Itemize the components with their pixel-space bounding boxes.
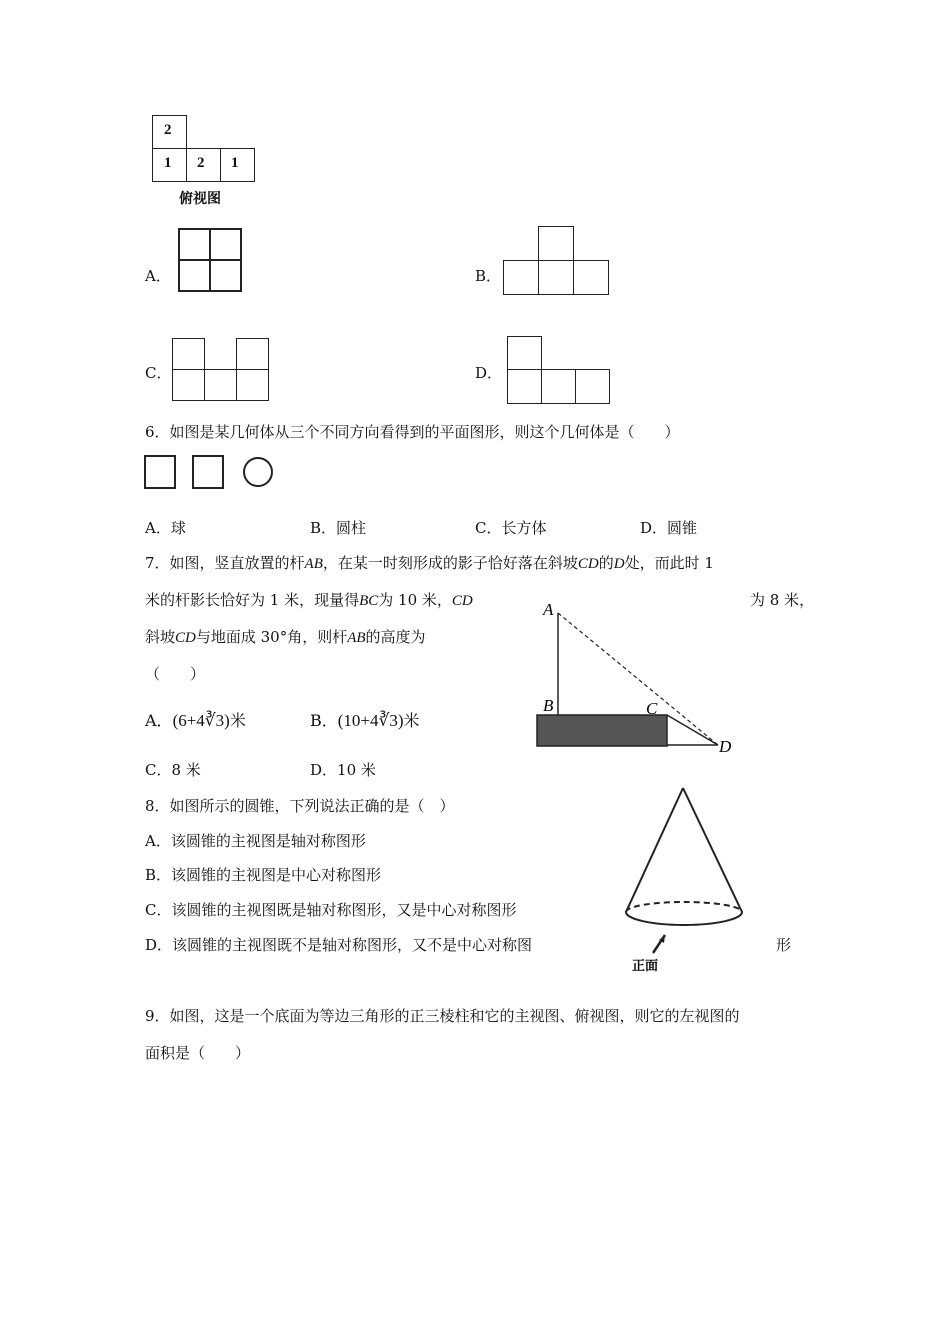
q7-option-c: C．8 米 [145,761,201,779]
top-view-number: 1 [231,155,239,171]
q7-option-label: A． [145,711,173,730]
cone-side [626,788,683,912]
q7-var: BC [359,593,379,609]
q7-var: AB [347,630,366,646]
grid-cell [209,259,242,292]
q9-line-1: 9．如图，这是一个底面为等边三角形的正三棱柱和它的主视图、俯视图，则它的左视图的 [145,1007,740,1025]
cone-base-back [626,902,742,912]
grid-cell [236,338,269,370]
top-view-number: 2 [164,122,172,138]
grid-cell [172,369,205,401]
q8-cone-figure [615,778,755,978]
top-view-caption: 俯视图 [179,191,221,207]
grid-cell [507,369,542,404]
q6-option-b: B．圆柱 [310,519,367,537]
top-view-number: 2 [197,155,205,171]
q8-option-d: D．该圆锥的主视图既不是轴对称图形，又不是中心对称图 [145,936,533,954]
grid-cell [573,260,609,295]
ground-block [537,715,667,746]
q7-line-2-end: 为 8 米， [750,591,815,609]
q7-text: 的 [598,554,614,572]
q7-line-3 [145,627,426,648]
grid-cell [507,336,542,370]
q7-text: 与地面成 30°角，则杆 [195,628,348,646]
square-view [144,455,176,489]
q7-option-unit: 米 [229,711,246,730]
q7-var: D [613,556,625,572]
cone-base-front [626,912,742,925]
q9-line-2: 面积是（ ） [145,1044,251,1062]
slope-cd [667,715,718,745]
grid-cell [209,228,242,261]
q6-stem: 6．如图是某几何体从三个不同方向看得到的平面图形，则这个几何体是（ ） [145,423,680,441]
q7-text: 处，而此时 1 [624,554,714,572]
grid-cell [172,338,205,370]
q7-option-label: B． [310,711,338,730]
q7-option-a [145,711,246,731]
q7-var: CD [577,556,599,572]
grid-cell [204,369,237,401]
q6-option-c: C．长方体 [475,519,547,537]
grid-cell [541,369,576,404]
q7-blank: （ ） [145,665,206,683]
square-view [192,455,224,489]
grid-cell [236,369,269,401]
label-d: D [719,737,732,756]
q5-option-a-label: A． [145,267,171,285]
q7-text: 斜坡 [145,628,176,646]
grid-cell [178,228,211,261]
q7-text: 的高度为 [365,628,426,646]
q7-var: AB [304,556,323,572]
q8-option-a: A．该圆锥的主视图是轴对称图形 [145,832,366,850]
q7-line-1 [145,553,714,574]
q7-text: 7．如图，竖直放置的杆 [145,554,305,572]
grid-cell [538,226,574,261]
q7-text: 为 10 米， [378,591,452,609]
top-view-number: 1 [164,155,172,171]
label-b: B [543,696,554,715]
q6-option-d: D．圆锥 [640,519,698,537]
label-a: A [543,600,554,619]
q7-var: CD [175,630,196,646]
q8-option-b: B．该圆锥的主视图是中心对称图形 [145,866,382,884]
q7-option-expr: (10+4∛3) [337,711,404,730]
grid-cell [538,260,574,295]
circle-view [243,457,273,487]
q8-stem: 8．如图所示的圆锥，下列说法正确的是（ ） [145,797,455,815]
grid-cell [178,259,211,292]
q8-option-c: C．该圆锥的主视图既是轴对称图形，又是中心对称图形 [145,901,517,919]
q7-figure [530,595,745,760]
q7-option-d: D．10 米 [310,761,376,779]
q7-option-unit: 米 [403,711,420,730]
q7-option-b [310,711,420,731]
grid-cell [575,369,610,404]
q5-option-c-label: C． [145,364,172,382]
q7-text: 米的杆影长恰好为 1 米，现量得 [145,591,360,609]
q7-option-expr: (6+4∛3) [172,711,230,730]
q7-line-2 [145,590,473,611]
grid-cell [503,260,539,295]
q7-text: ，在某一时刻形成的影子恰好落在斜坡 [322,554,578,572]
q5-option-d-label: D． [475,364,503,382]
q5-option-b-label: B． [475,267,502,285]
q7-var: CD [451,593,473,609]
label-c: C [646,699,658,718]
front-label: 正面 [632,959,659,974]
q8-option-d-tail: 形 [776,936,792,954]
q6-option-a: A．球 [145,519,186,537]
cone-side [683,788,742,912]
